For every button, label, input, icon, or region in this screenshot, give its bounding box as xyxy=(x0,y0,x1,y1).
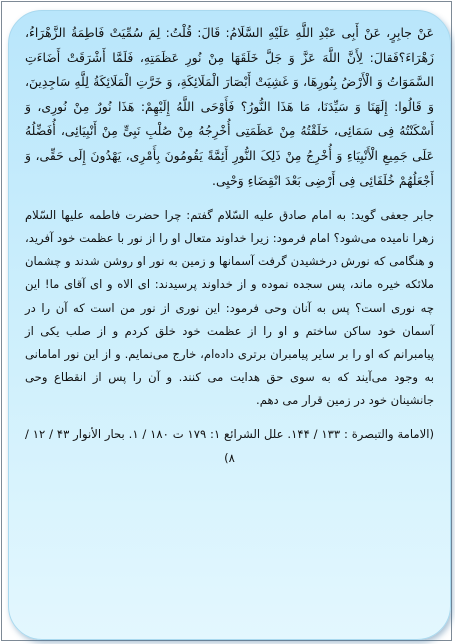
arabic-hadith-text: عَنْ جابِرٍ، عَنْ أَبِی عَبْدِ اللَّهِ عَلَیْهِ السَّلَامُ: قَالَ: قُلْتُ: لِمَ سُمِّیَتْ فَاطِمَةُ الزَّهْرَاءُ، زَهْرَاءَ؟فَقالَ: لِأَنَّ اللَّهَ عَزَّ وَ جَلَّ خَلَقَهَا مِنْ نُورِ عَظَمَتِهِ، فَلَمَّا أَشْرَقَتْ أَضَاءَتِ السَّمَوَاتُ وَ الْأَرْضُ بِنُورِهَا، وَ غَشِیَتْ أَبْصَارَ الْمَلَائِکَةِ، وَ خَرَّتِ الْمَلَائِکَةُ لِلَّهِ سَاجِدِینَ، وَ قَالُوا: إِلَهَنَا وَ سَیِّدَنَا، مَا هَذَا النُّورُ؟ فَأَوْحَی اللَّهُ إِلَیْهِمْ: هَذَا نُورٌ مِنْ نُورِی، وَ أَسْکَنْتُهُ فِی سَمَائِی، خَلَقْتُهُ مِنْ عَظَمَتِی أُخْرِجُهُ مِنْ صُلْبِ نَبِیٍّ مِنْ أَنْبِیَائِی، أُفَضِّلُهُ عَلَی جَمِیعِ الْأَنْبِیَاءِ وَ أُخْرِجُ مِنْ ذَلِکَ النُّورِ أَئِمَّةً یَقُومُونَ بِأَمْرِی، یَهْدُونَ إِلَی حَقِّی، وَ أَجْعَلُهُمْ خُلَفَائِی فِی أَرْضِی بَعْدَ انْقِضَاءِ وَحْیِی. xyxy=(25,25,434,188)
page-frame xyxy=(1,1,452,641)
persian-translation: جابر جعفی گوید: به امام صادق علیه السّلام گفتم: چرا حضرت فاطمه علیها السّلام زهرا نامیده می‌شود؟ امام فرمود: زیرا خداوند متعال او را از نور با عظمت خود آفرید، و هنگامی که نورش درخشیدن گرفت آسمانها و زمین به نور او روشن شدند و چشمان ملائکه خیره ماند، پس سجده نموده و از خداوند پرسیدند: ای الاه و ای آقای ما! این چه نوری است؟ پس به آنان وحی فرمود: این نوری از نور من است که آن را در آسمان خود ساکن ساختم و او را از عظمت خود خلق کردم و از صلب یکی از پیامبرانم که او را بر سایر پیامبران برتری داده‌ام، خارج می‌نمایم. و از این نور امامانی به وجود می‌آیند که به سوی حق هدایت می کنند. و آن را پس از انقطاع وحی جانشینان خود در زمین قرار می دهم. xyxy=(25,208,434,407)
hadith-card xyxy=(8,10,451,640)
hadith-content xyxy=(25,21,434,470)
source-reference: (الامامة والتبصرة : ۱۳۳ / ۱۴۴. علل الشرائع ۱: ۱۷۹ ت ۱۸۰ / ۱. بحار الأنوار ۴۳ / ۱۲ / ۸) xyxy=(25,427,434,465)
